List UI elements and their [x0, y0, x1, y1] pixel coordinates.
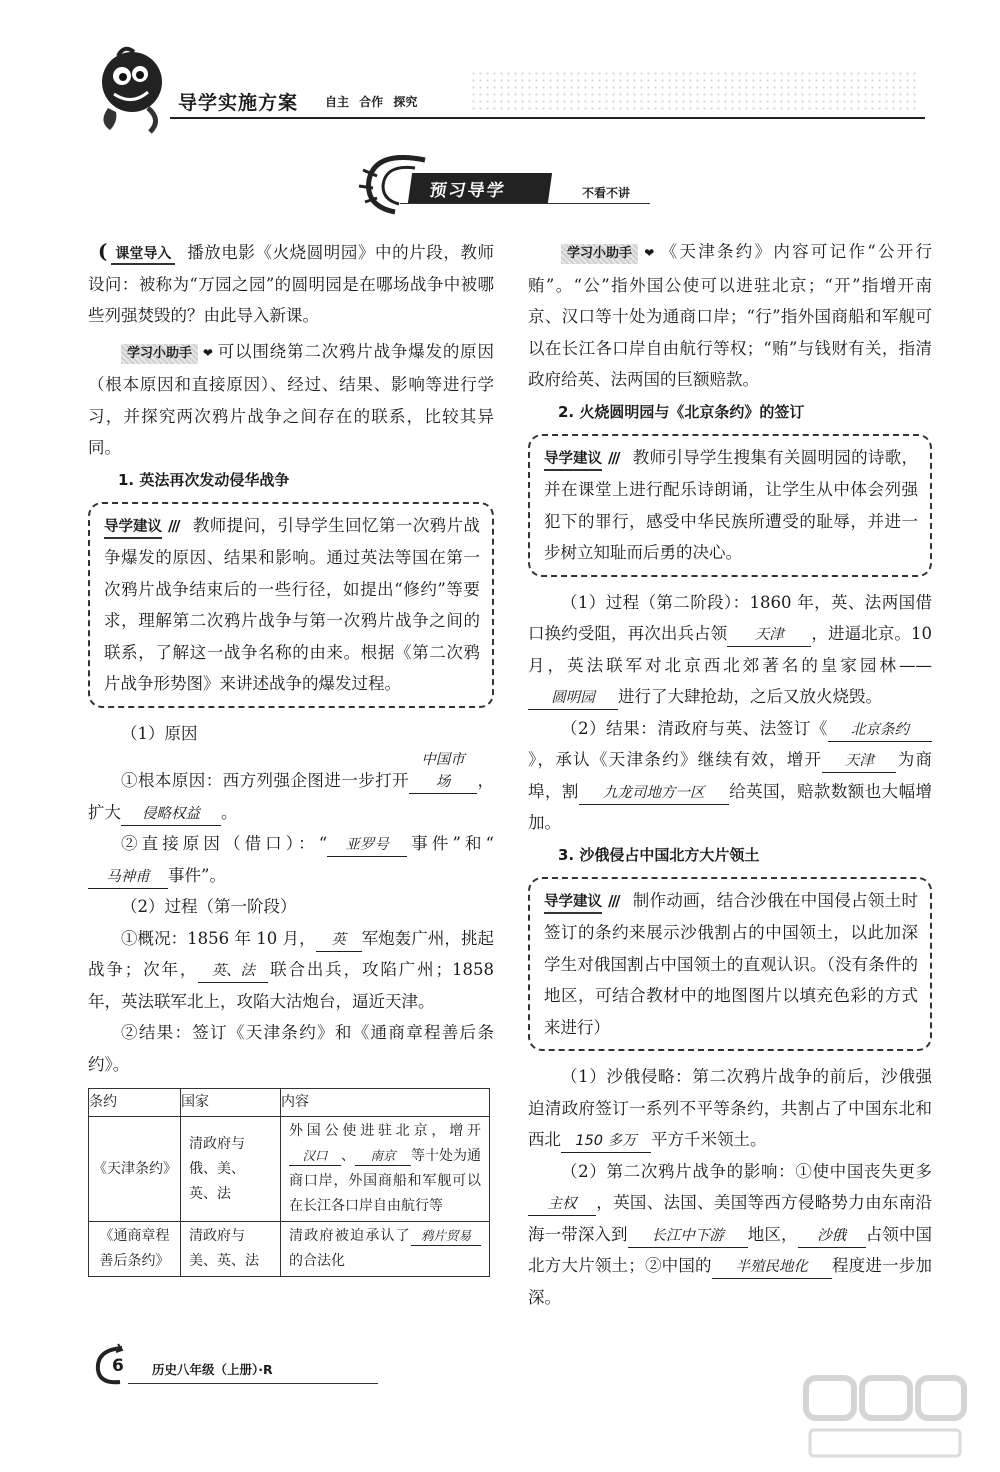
- text: 程度进一步加深。: [528, 1256, 933, 1307]
- direct-cause: [88, 828, 494, 891]
- russia-invasion: [528, 1061, 932, 1156]
- text: （1）沙俄侵略：第二次鸦片战争的前后，沙俄强迫清政府签订一系列不平等条约，共割占了中国东北和西北: [528, 1067, 932, 1149]
- text: 进行了大肆抢劫，之后又放火烧毁。: [618, 687, 882, 706]
- table-cell: 清政府与俄、美、英、法: [181, 1117, 281, 1222]
- helper-paragraph: [88, 336, 494, 464]
- answer-blank: 长江中下游: [628, 1225, 748, 1248]
- heart-icon: ❤: [642, 246, 657, 260]
- text: （2）第二次鸦片战争的影响：①使中国丧失更多: [561, 1161, 932, 1181]
- text: 地区，: [747, 1224, 798, 1244]
- answer-blank: 半殖民地化: [712, 1256, 832, 1279]
- answer-blank: 沙俄: [798, 1225, 866, 1248]
- answer-blank: 侵略权益: [121, 803, 221, 826]
- root-cause: [88, 749, 494, 828]
- section-heading-3: 3. 沙俄侵占中国北方大片领土: [558, 845, 760, 864]
- text: 》，承认《天津条约》继续有效，增开: [528, 750, 823, 769]
- answer-blank: 汉口: [289, 1147, 341, 1166]
- intro-paragraph: [88, 236, 494, 332]
- cause-title: （1）原因: [121, 723, 198, 743]
- text: 军炮轰广州，挑起战争；次年，: [88, 928, 494, 979]
- text: 。: [221, 802, 238, 822]
- answer-blank: 中国市场: [409, 749, 477, 794]
- helper-paragraph-right: [528, 236, 932, 396]
- text: 的合法化: [289, 1253, 345, 1269]
- text: （1）过程（第二阶段）：1860 年，英、法两国借口换约受阻，再次出兵占领: [528, 592, 932, 643]
- table-cell: [281, 1117, 490, 1222]
- advice-text: 教师引导学生搜集有关圆明园的诗歌，并在课堂上进行配乐诗朗诵，让学生从中体会列强犯下的罪行，感受中华民族所遭受的耻辱，并进一步树立知耻而后勇的决心。: [544, 447, 918, 562]
- bracket-icon: (: [97, 239, 108, 263]
- intro-tag: 课堂导入: [111, 245, 175, 265]
- answer-blank: 马神甫: [88, 866, 168, 889]
- table-row: [89, 1117, 490, 1222]
- text: 给英国，赔款数额也大幅增加。: [528, 781, 933, 832]
- table-cell: 《通商章程善后条约》: [89, 1222, 181, 1277]
- page-number: 6: [112, 1356, 124, 1376]
- table-header: 条约: [89, 1089, 181, 1117]
- slashes-icon: ///: [608, 891, 619, 910]
- text: 占领中国北方大片领土；②中国的: [528, 1224, 933, 1275]
- answer-blank: 150 多万: [561, 1130, 651, 1153]
- advice-paragraph: [544, 885, 918, 1044]
- text: ②直接原因（借口）：“: [121, 834, 328, 853]
- text: 联合出兵，攻陷广州；1858 年，英法联军北上，攻陷大沽炮台，逼近天津。: [88, 960, 494, 1011]
- text: ①概况：1856 年 10 月，: [121, 928, 316, 948]
- right-column: [528, 236, 932, 1313]
- section-heading-1: 1. 英法再次发动侵华战争: [118, 470, 290, 489]
- text: 外国公使进驻北京，增开: [289, 1123, 481, 1139]
- text: 为商埠，割: [528, 750, 933, 801]
- answer-blank: 亚罗号: [327, 834, 407, 857]
- header-rule: [170, 117, 925, 119]
- process-title: （2）过程（第一阶段）: [121, 897, 297, 916]
- section-banner-subtitle: 不看不讲: [582, 186, 631, 200]
- answer-blank: 九龙司地方一区: [579, 782, 729, 805]
- heart-icon: ❤: [202, 345, 214, 360]
- text: 清政府被迫承认了: [289, 1228, 411, 1244]
- answer-blank: 天津: [727, 624, 811, 647]
- table-row: [89, 1222, 490, 1277]
- text: 事件”和“: [407, 834, 495, 853]
- result-stage-2: [528, 713, 932, 839]
- header-subtitle: 自主 合作 探究: [325, 95, 418, 109]
- overview: [88, 923, 494, 1018]
- helper-text: 可以围绕第二次鸦片战争爆发的原因（根本原因和直接原因）、经过、结果、影响等进行学习，并探究两次鸦片战争之间存在的联系，比较其异同。: [88, 341, 495, 457]
- answer-blank: 鸦片贸易: [411, 1227, 481, 1246]
- process-stage-2: [528, 587, 932, 713]
- text: 平方千米领土。: [651, 1130, 767, 1149]
- answer-blank: 主权: [528, 1193, 596, 1216]
- table-cell: [281, 1222, 490, 1277]
- table-cell: 清政府与美、英、法: [181, 1222, 281, 1277]
- banner-rule: [400, 203, 650, 204]
- advice-box-left: [88, 502, 494, 708]
- advice-box-right-1: [528, 434, 932, 577]
- slashes-icon: ///: [168, 516, 179, 535]
- answer-blank: 天津: [822, 750, 896, 773]
- table-header-row: [89, 1089, 490, 1117]
- result: ②结果：签订《天津条约》和《通商章程善后条约》。: [88, 1023, 494, 1074]
- text: 、: [341, 1148, 355, 1164]
- helper-text: 《天津条约》内容可记作“公开行贿”。“公”指外国公使可以进驻北京；“开”指增开南京、汉口等十处为通商口岸；“行”指外国商船和军舰可以在长江各口岸自由航行等权；“贿”与钱财有关，指清政府给英、法两国的巨额赔款。: [528, 242, 932, 389]
- footer-rule: [128, 1383, 378, 1384]
- answer-blank: 南京: [355, 1147, 411, 1166]
- section-banner: 预习导学: [408, 173, 552, 203]
- advice-label: 导学建议: [544, 449, 602, 471]
- answer-blank: 英、法: [198, 960, 268, 983]
- treaty-table: [88, 1088, 490, 1277]
- slashes-icon: ///: [608, 448, 619, 467]
- table-header: 内容: [281, 1089, 490, 1117]
- advice-paragraph: [104, 510, 480, 700]
- advice-paragraph: [544, 442, 918, 569]
- watermark-logo: [800, 1372, 970, 1462]
- answer-blank: 英: [316, 929, 362, 952]
- left-column: [88, 236, 494, 1277]
- book-title: 历史八年级（上册）·R: [152, 1362, 273, 1377]
- intro-text: 播放电影《火烧圆明园》中的片段，教师设问：被称为“万园之园”的圆明园是在哪场战争中被哪些列强焚毁的？由此导入新课。: [88, 243, 495, 325]
- table-header: 国家: [181, 1089, 281, 1117]
- text: 事件”。: [168, 865, 226, 885]
- text: ，英国、法国、美国等西方侵略势力由东南沿海一带深入到: [528, 1193, 932, 1244]
- text: （2）结果：清政府与英、法签订《: [561, 718, 828, 738]
- text: ，扩大: [88, 771, 495, 822]
- answer-blank: 北京条约: [828, 719, 932, 742]
- answer-blank: 圆明园: [528, 687, 618, 710]
- section-heading-2: 2. 火烧圆明园与《北京条约》的签订: [558, 402, 805, 421]
- advice-text: 教师提问，引导学生回忆第一次鸦片战争爆发的原因、结果和影响。通过英法等国在第一次鸦片战争结束后的一些行径，如提出“修约”等要求，理解第二次鸦片战争与第一次鸦片战争之间的联系，了解这一战争名称的由来。根据《第二次鸦片战争形势图》来讲述战争的爆发过程。: [104, 515, 480, 693]
- mascot-logo: [88, 42, 176, 138]
- advice-text: 制作动画，结合沙俄在中国侵占领土时签订的条约来展示沙俄割占的中国领土，以此加深学生对俄国割占中国领土的直观认识。（没有条件的地区，可结合教材中的地图图片以填充色彩的方式来进行）: [544, 890, 918, 1037]
- text: 等十处为通商口岸，外国商船和军舰可以在长江各口岸自由航行等: [289, 1148, 481, 1214]
- advice-label: 导学建议: [544, 892, 602, 914]
- advice-label: 导学建议: [104, 517, 162, 539]
- header-title: 导学实施方案: [178, 92, 299, 114]
- war-influence: [528, 1156, 932, 1314]
- helper-tag: 学习小助手: [121, 344, 198, 364]
- text: ①根本原因：西方列强企图进一步打开: [121, 771, 410, 790]
- text: ，进逼北京。10 月，英法联军对北京西北郊著名的皇家园林——: [528, 624, 932, 675]
- advice-box-right-2: [528, 877, 932, 1052]
- header-halftone: [470, 70, 920, 112]
- table-cell: 《天津条约》: [89, 1117, 181, 1222]
- helper-tag: 学习小助手: [561, 244, 638, 264]
